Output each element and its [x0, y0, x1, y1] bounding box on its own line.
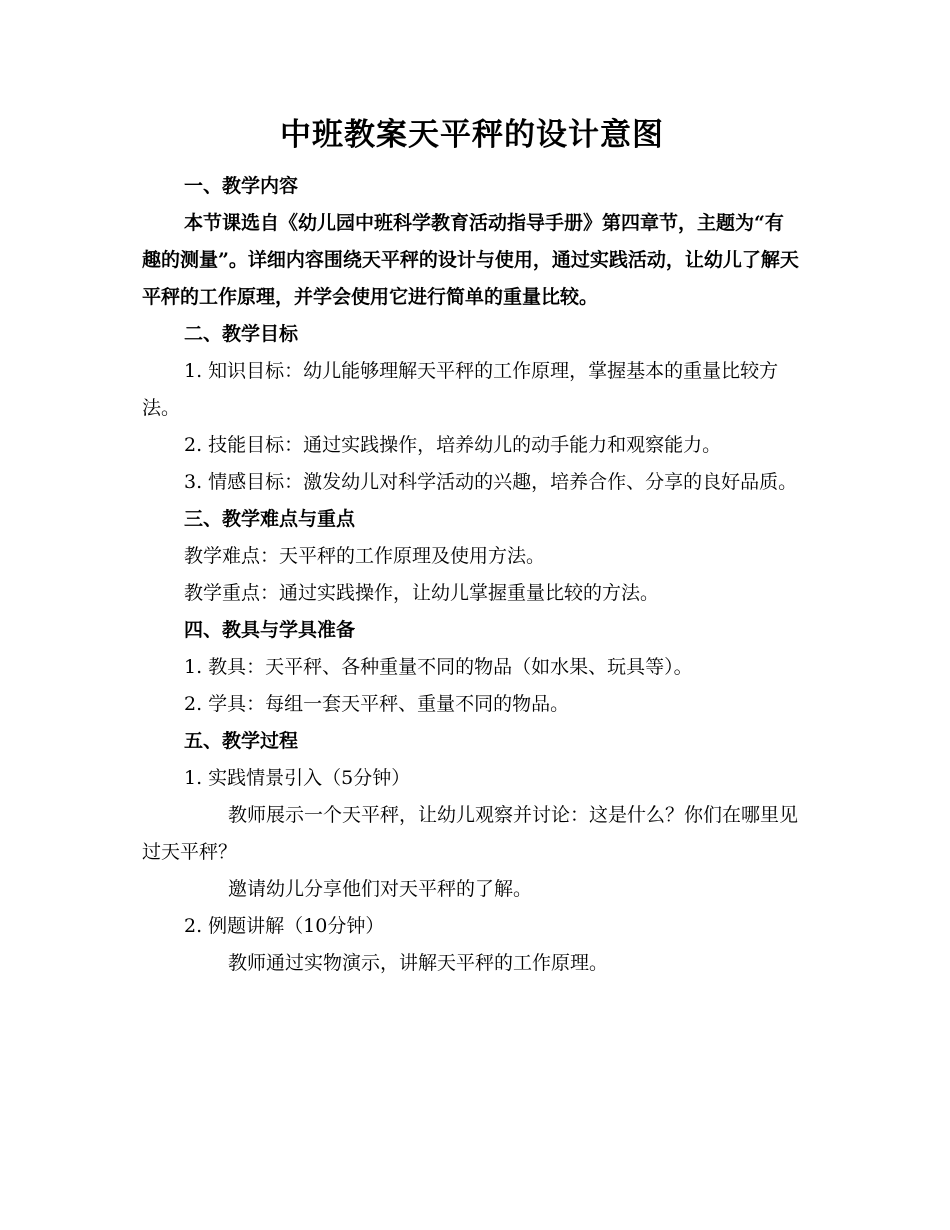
section-heading-process: 五、教学过程 [184, 730, 299, 752]
keypoint-item: 教学重点：通过实践操作，让幼儿掌握重量比较的方法。 [184, 582, 660, 604]
document-body [142, 112, 802, 982]
process-step-detail: 教师通过实物演示，讲解天平秤的工作原理。 [228, 952, 609, 974]
section-paragraph-content: 本节课选自《幼儿园中班科学教育活动指导手册》第四章节，主题为“有趣的测量”。详细内容围绕天平秤的设计与使用，通过实践活动，让幼儿了解天平秤的工作原理，并学会使用它进行简单的重量比较。 [142, 212, 799, 308]
section-heading-materials: 四、教具与学具准备 [184, 619, 356, 641]
section-heading-goals: 二、教学目标 [184, 323, 299, 345]
process-step-label: 2. 例题讲解（10分钟） [184, 915, 385, 937]
process-step-label: 1. 实践情景引入（5分钟） [184, 767, 411, 789]
materials-item-teacher: 1. 教具：天平秤、各种重量不同的物品（如水果、玩具等）。 [184, 656, 693, 678]
section-heading-difficulty: 三、教学难点与重点 [184, 508, 356, 530]
document-title: 中班教案天平秤的设计意图 [280, 117, 664, 153]
goal-item-knowledge: 1. 知识目标：幼儿能够理解天平秤的工作原理，掌握基本的重量比较方法。 [142, 360, 779, 419]
process-step-detail: 邀请幼儿分享他们对天平秤的了解。 [228, 878, 533, 900]
difficulty-item: 教学难点：天平秤的工作原理及使用方法。 [184, 545, 546, 567]
process-step-detail: 教师展示一个天平秤，让幼儿观察并讨论：这是什么？你们在哪里见过天平秤？ [142, 804, 799, 863]
goal-item-skill: 2. 技能目标：通过实践操作，培养幼儿的动手能力和观察能力。 [184, 434, 722, 456]
goal-item-emotion: 3. 情感目标：激发幼儿对科学活动的兴趣，培养合作、分享的良好品质。 [184, 471, 798, 493]
section-heading-content: 一、教学内容 [184, 175, 299, 197]
materials-item-student: 2. 学具：每组一套天平秤、重量不同的物品。 [184, 693, 570, 715]
